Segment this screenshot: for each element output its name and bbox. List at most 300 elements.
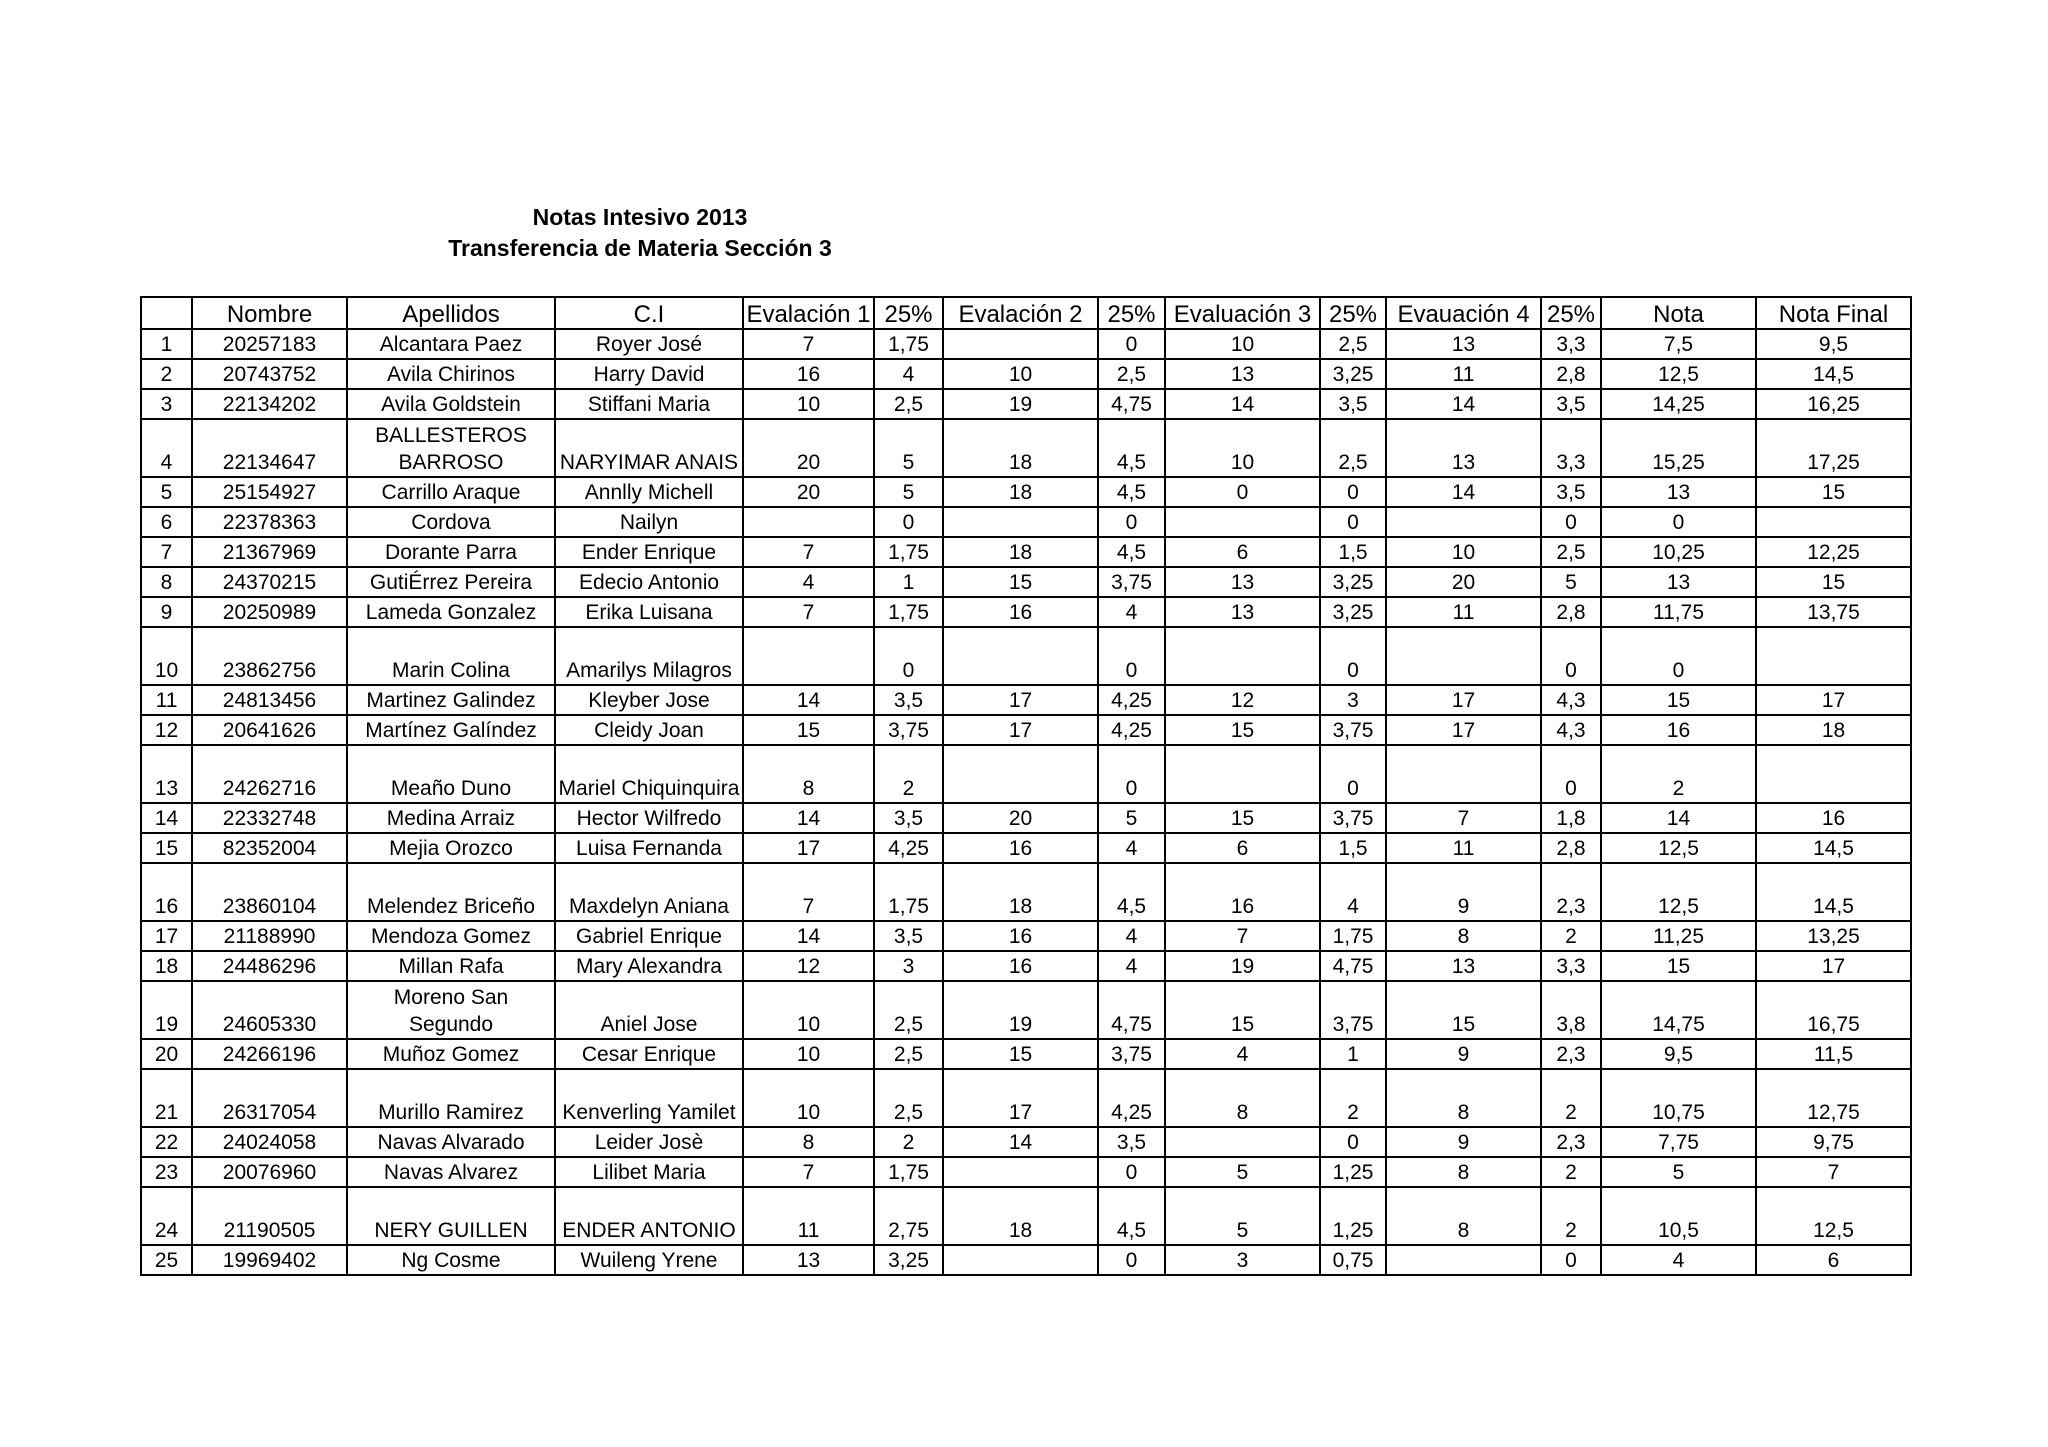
cell-ci: ENDER ANTONIO xyxy=(555,1187,743,1245)
cell-evaluacion-3: 13 xyxy=(1165,597,1320,627)
cell-nombre: 22332748 xyxy=(192,803,347,833)
cell-pct-1: 3 xyxy=(874,951,943,981)
cell-evaluacion-3: 5 xyxy=(1165,1157,1320,1187)
cell-evaluacion-4: 15 xyxy=(1386,981,1541,1039)
cell-pct-3: 1,25 xyxy=(1320,1187,1386,1245)
table-row xyxy=(141,803,1911,833)
cell-nombre: 21188990 xyxy=(192,921,347,951)
cell-nota: 0 xyxy=(1601,627,1756,685)
cell-pct-1: 3,25 xyxy=(874,1245,943,1275)
cell-pct-1: 4 xyxy=(874,359,943,389)
cell-evaluacion-1: 10 xyxy=(743,1069,874,1127)
cell-pct-1: 5 xyxy=(874,419,943,477)
table-row xyxy=(141,329,1911,359)
cell-nota: 10,5 xyxy=(1601,1187,1756,1245)
cell-nota-final: 15 xyxy=(1756,567,1911,597)
cell-evaluacion-4 xyxy=(1386,745,1541,803)
cell-row-number: 11 xyxy=(141,685,192,715)
cell-nota-final: 7 xyxy=(1756,1157,1911,1187)
cell-evaluacion-4: 13 xyxy=(1386,329,1541,359)
cell-pct-3: 1,5 xyxy=(1320,833,1386,863)
cell-ci: Ender Enrique xyxy=(555,537,743,567)
cell-pct-3: 1 xyxy=(1320,1039,1386,1069)
cell-pct-2: 4,5 xyxy=(1098,863,1165,921)
cell-pct-2: 0 xyxy=(1098,1157,1165,1187)
table-row xyxy=(141,833,1911,863)
table-row xyxy=(141,507,1911,537)
cell-pct-1: 2 xyxy=(874,1127,943,1157)
cell-pct-1: 2,5 xyxy=(874,981,943,1039)
cell-evaluacion-1: 10 xyxy=(743,389,874,419)
cell-nota: 12,5 xyxy=(1601,359,1756,389)
cell-pct-2: 4 xyxy=(1098,833,1165,863)
cell-nombre: 24486296 xyxy=(192,951,347,981)
cell-row-number: 16 xyxy=(141,863,192,921)
table-row xyxy=(141,359,1911,389)
cell-apellidos: Melendez Briceño xyxy=(347,863,555,921)
cell-ci: Kenverling Yamilet xyxy=(555,1069,743,1127)
table-row xyxy=(141,419,1911,477)
cell-pct-1: 1,75 xyxy=(874,537,943,567)
cell-evaluacion-4: 13 xyxy=(1386,419,1541,477)
cell-evaluacion-3: 14 xyxy=(1165,389,1320,419)
cell-nota-final xyxy=(1756,745,1911,803)
cell-apellidos: Mendoza Gomez xyxy=(347,921,555,951)
cell-pct-2: 3,75 xyxy=(1098,567,1165,597)
cell-evaluacion-2 xyxy=(943,745,1098,803)
cell-nombre: 20076960 xyxy=(192,1157,347,1187)
cell-evaluacion-2 xyxy=(943,1245,1098,1275)
cell-nota-final: 11,5 xyxy=(1756,1039,1911,1069)
cell-evaluacion-4: 14 xyxy=(1386,389,1541,419)
cell-pct-1: 1 xyxy=(874,567,943,597)
cell-evaluacion-2: 16 xyxy=(943,951,1098,981)
table-row xyxy=(141,1039,1911,1069)
cell-evaluacion-4: 11 xyxy=(1386,359,1541,389)
cell-pct-2: 4,5 xyxy=(1098,537,1165,567)
cell-ci: Annlly Michell xyxy=(555,477,743,507)
cell-evaluacion-1: 14 xyxy=(743,803,874,833)
cell-evaluacion-4 xyxy=(1386,1245,1541,1275)
cell-nota-final: 18 xyxy=(1756,715,1911,745)
cell-ci: Edecio Antonio xyxy=(555,567,743,597)
cell-pct-1: 3,75 xyxy=(874,715,943,745)
cell-pct-4: 3,8 xyxy=(1541,981,1601,1039)
cell-apellidos: Murillo Ramirez xyxy=(347,1069,555,1127)
cell-pct-4: 3,3 xyxy=(1541,419,1601,477)
cell-evaluacion-4: 13 xyxy=(1386,951,1541,981)
cell-nombre: 24024058 xyxy=(192,1127,347,1157)
table-row xyxy=(141,537,1911,567)
cell-evaluacion-3: 8 xyxy=(1165,1069,1320,1127)
cell-pct-4: 3,3 xyxy=(1541,329,1601,359)
cell-evaluacion-2: 18 xyxy=(943,1187,1098,1245)
cell-ci: Leider Josè xyxy=(555,1127,743,1157)
cell-pct-4: 2 xyxy=(1541,921,1601,951)
cell-nombre: 21190505 xyxy=(192,1187,347,1245)
cell-apellidos: Alcantara Paez xyxy=(347,329,555,359)
cell-pct-2: 0 xyxy=(1098,329,1165,359)
cell-pct-2: 4,5 xyxy=(1098,419,1165,477)
cell-evaluacion-1: 10 xyxy=(743,981,874,1039)
cell-nombre: 23860104 xyxy=(192,863,347,921)
cell-pct-3: 1,5 xyxy=(1320,537,1386,567)
cell-nota-final: 12,75 xyxy=(1756,1069,1911,1127)
cell-pct-3: 3,5 xyxy=(1320,389,1386,419)
cell-nota-final: 13,75 xyxy=(1756,597,1911,627)
cell-pct-2: 4,75 xyxy=(1098,981,1165,1039)
header-cell-pct-1: 25% xyxy=(874,297,943,329)
cell-evaluacion-4 xyxy=(1386,507,1541,537)
cell-evaluacion-2: 16 xyxy=(943,921,1098,951)
cell-apellidos: Carrillo Araque xyxy=(347,477,555,507)
cell-nota-final: 14,5 xyxy=(1756,863,1911,921)
table-row xyxy=(141,1157,1911,1187)
cell-pct-3: 1,25 xyxy=(1320,1157,1386,1187)
cell-evaluacion-3: 7 xyxy=(1165,921,1320,951)
cell-row-number: 19 xyxy=(141,981,192,1039)
cell-evaluacion-2: 10 xyxy=(943,359,1098,389)
cell-pct-3: 2,5 xyxy=(1320,419,1386,477)
table-row xyxy=(141,1127,1911,1157)
cell-evaluacion-3: 15 xyxy=(1165,715,1320,745)
cell-evaluacion-4: 9 xyxy=(1386,1039,1541,1069)
cell-evaluacion-1: 7 xyxy=(743,597,874,627)
cell-row-number: 13 xyxy=(141,745,192,803)
cell-evaluacion-3: 16 xyxy=(1165,863,1320,921)
cell-evaluacion-1: 8 xyxy=(743,745,874,803)
cell-evaluacion-3: 5 xyxy=(1165,1187,1320,1245)
cell-row-number: 18 xyxy=(141,951,192,981)
header-cell-nombre: Nombre xyxy=(192,297,347,329)
table-row xyxy=(141,1245,1911,1275)
cell-pct-1: 1,75 xyxy=(874,1157,943,1187)
cell-evaluacion-1: 20 xyxy=(743,477,874,507)
cell-pct-4: 5 xyxy=(1541,567,1601,597)
cell-nota: 5 xyxy=(1601,1157,1756,1187)
cell-nota-final: 14,5 xyxy=(1756,833,1911,863)
cell-evaluacion-4: 14 xyxy=(1386,477,1541,507)
cell-nota: 15 xyxy=(1601,951,1756,981)
header-cell-row-number xyxy=(141,297,192,329)
cell-evaluacion-4: 8 xyxy=(1386,1069,1541,1127)
table-header-row xyxy=(141,297,1911,329)
table-row xyxy=(141,685,1911,715)
cell-evaluacion-2: 17 xyxy=(943,715,1098,745)
cell-nota: 10,75 xyxy=(1601,1069,1756,1127)
cell-nota: 15,25 xyxy=(1601,419,1756,477)
cell-ci: Gabriel Enrique xyxy=(555,921,743,951)
cell-apellidos: GutiÉrrez Pereira xyxy=(347,567,555,597)
cell-pct-3: 0 xyxy=(1320,507,1386,537)
cell-row-number: 8 xyxy=(141,567,192,597)
cell-pct-3: 2 xyxy=(1320,1069,1386,1127)
cell-evaluacion-1: 7 xyxy=(743,537,874,567)
cell-pct-1: 0 xyxy=(874,507,943,537)
header-cell-pct-4: 25% xyxy=(1541,297,1601,329)
cell-nombre: 22378363 xyxy=(192,507,347,537)
header-cell-apellidos: Apellidos xyxy=(347,297,555,329)
cell-evaluacion-2: 14 xyxy=(943,1127,1098,1157)
cell-apellidos: Martínez Galíndez xyxy=(347,715,555,745)
cell-nota: 4 xyxy=(1601,1245,1756,1275)
cell-evaluacion-3: 6 xyxy=(1165,537,1320,567)
header-cell-evaluacion-3: Evaluación 3 xyxy=(1165,297,1320,329)
cell-pct-4: 2,3 xyxy=(1541,863,1601,921)
cell-evaluacion-1: 10 xyxy=(743,1039,874,1069)
cell-nota: 13 xyxy=(1601,567,1756,597)
cell-nota-final: 17 xyxy=(1756,951,1911,981)
cell-pct-4: 4,3 xyxy=(1541,685,1601,715)
cell-row-number: 2 xyxy=(141,359,192,389)
cell-evaluacion-1: 11 xyxy=(743,1187,874,1245)
cell-pct-3: 1,75 xyxy=(1320,921,1386,951)
cell-row-number: 24 xyxy=(141,1187,192,1245)
cell-pct-2: 4,75 xyxy=(1098,389,1165,419)
cell-row-number: 9 xyxy=(141,597,192,627)
cell-ci: Aniel Jose xyxy=(555,981,743,1039)
cell-apellidos: Ng Cosme xyxy=(347,1245,555,1275)
table-row xyxy=(141,1069,1911,1127)
cell-nota: 11,25 xyxy=(1601,921,1756,951)
cell-apellidos: Dorante Parra xyxy=(347,537,555,567)
cell-pct-2: 5 xyxy=(1098,803,1165,833)
cell-row-number: 15 xyxy=(141,833,192,863)
cell-evaluacion-1: 17 xyxy=(743,833,874,863)
cell-evaluacion-3: 0 xyxy=(1165,477,1320,507)
cell-evaluacion-2 xyxy=(943,627,1098,685)
cell-evaluacion-2: 16 xyxy=(943,597,1098,627)
cell-pct-4: 3,5 xyxy=(1541,389,1601,419)
header-cell-nota-final: Nota Final xyxy=(1756,297,1911,329)
cell-pct-1: 2,5 xyxy=(874,1069,943,1127)
header-cell-pct-3: 25% xyxy=(1320,297,1386,329)
cell-apellidos: Avila Chirinos xyxy=(347,359,555,389)
cell-pct-4: 2 xyxy=(1541,1187,1601,1245)
cell-evaluacion-2: 15 xyxy=(943,1039,1098,1069)
cell-evaluacion-3 xyxy=(1165,1127,1320,1157)
cell-pct-2: 0 xyxy=(1098,1245,1165,1275)
cell-nota: 11,75 xyxy=(1601,597,1756,627)
cell-evaluacion-1: 8 xyxy=(743,1127,874,1157)
cell-ci: Wuileng Yrene xyxy=(555,1245,743,1275)
cell-apellidos: Lameda Gonzalez xyxy=(347,597,555,627)
cell-ci: Erika Luisana xyxy=(555,597,743,627)
cell-evaluacion-2: 18 xyxy=(943,537,1098,567)
cell-row-number: 4 xyxy=(141,419,192,477)
cell-nota: 7,75 xyxy=(1601,1127,1756,1157)
cell-nombre: 23862756 xyxy=(192,627,347,685)
cell-nota: 10,25 xyxy=(1601,537,1756,567)
cell-evaluacion-3 xyxy=(1165,507,1320,537)
cell-nota-final: 17,25 xyxy=(1756,419,1911,477)
cell-apellidos: Moreno San Segundo xyxy=(347,981,555,1039)
cell-evaluacion-4: 8 xyxy=(1386,921,1541,951)
table-row xyxy=(141,1187,1911,1245)
cell-pct-2: 4,5 xyxy=(1098,1187,1165,1245)
cell-pct-2: 0 xyxy=(1098,507,1165,537)
cell-ci: Cleidy Joan xyxy=(555,715,743,745)
cell-pct-4: 2 xyxy=(1541,1069,1601,1127)
cell-pct-3: 3,75 xyxy=(1320,981,1386,1039)
cell-pct-2: 4 xyxy=(1098,921,1165,951)
cell-ci: Hector Wilfredo xyxy=(555,803,743,833)
cell-evaluacion-3: 6 xyxy=(1165,833,1320,863)
cell-row-number: 7 xyxy=(141,537,192,567)
cell-evaluacion-3: 19 xyxy=(1165,951,1320,981)
cell-row-number: 23 xyxy=(141,1157,192,1187)
cell-ci: NARYIMAR ANAIS xyxy=(555,419,743,477)
cell-evaluacion-3: 15 xyxy=(1165,803,1320,833)
cell-evaluacion-1: 7 xyxy=(743,863,874,921)
cell-pct-4: 0 xyxy=(1541,507,1601,537)
cell-row-number: 17 xyxy=(141,921,192,951)
cell-nota-final: 15 xyxy=(1756,477,1911,507)
cell-row-number: 12 xyxy=(141,715,192,745)
cell-pct-1: 1,75 xyxy=(874,863,943,921)
cell-pct-1: 2 xyxy=(874,745,943,803)
cell-pct-3: 2,5 xyxy=(1320,329,1386,359)
cell-pct-4: 3,3 xyxy=(1541,951,1601,981)
cell-evaluacion-4: 17 xyxy=(1386,685,1541,715)
cell-pct-3: 0 xyxy=(1320,745,1386,803)
table-row xyxy=(141,951,1911,981)
cell-row-number: 25 xyxy=(141,1245,192,1275)
header-cell-evaluacion-1: Evalación 1 xyxy=(743,297,874,329)
cell-apellidos: Millan Rafa xyxy=(347,951,555,981)
cell-pct-3: 3,75 xyxy=(1320,803,1386,833)
cell-pct-2: 0 xyxy=(1098,745,1165,803)
cell-nombre: 20641626 xyxy=(192,715,347,745)
cell-evaluacion-1: 4 xyxy=(743,567,874,597)
cell-nota: 13 xyxy=(1601,477,1756,507)
table-row xyxy=(141,921,1911,951)
cell-pct-2: 4 xyxy=(1098,951,1165,981)
cell-pct-1: 4,25 xyxy=(874,833,943,863)
cell-nombre: 21367969 xyxy=(192,537,347,567)
cell-evaluacion-4 xyxy=(1386,627,1541,685)
header-cell-pct-2: 25% xyxy=(1098,297,1165,329)
cell-evaluacion-2 xyxy=(943,507,1098,537)
cell-apellidos: Muñoz Gomez xyxy=(347,1039,555,1069)
cell-nota-final: 16,25 xyxy=(1756,389,1911,419)
cell-nombre: 26317054 xyxy=(192,1069,347,1127)
cell-evaluacion-2 xyxy=(943,329,1098,359)
cell-ci: Lilibet Maria xyxy=(555,1157,743,1187)
cell-pct-3: 0 xyxy=(1320,627,1386,685)
cell-evaluacion-3: 15 xyxy=(1165,981,1320,1039)
cell-pct-4: 2,8 xyxy=(1541,597,1601,627)
cell-pct-3: 3,25 xyxy=(1320,567,1386,597)
cell-apellidos: Mejia Orozco xyxy=(347,833,555,863)
cell-pct-3: 0,75 xyxy=(1320,1245,1386,1275)
cell-evaluacion-4: 7 xyxy=(1386,803,1541,833)
cell-evaluacion-2: 20 xyxy=(943,803,1098,833)
cell-evaluacion-4: 9 xyxy=(1386,1127,1541,1157)
cell-pct-1: 3,5 xyxy=(874,685,943,715)
cell-nota: 14 xyxy=(1601,803,1756,833)
cell-pct-3: 4 xyxy=(1320,863,1386,921)
cell-nota: 14,75 xyxy=(1601,981,1756,1039)
cell-ci: Royer José xyxy=(555,329,743,359)
cell-pct-2: 4,5 xyxy=(1098,477,1165,507)
cell-evaluacion-3: 12 xyxy=(1165,685,1320,715)
cell-pct-1: 3,5 xyxy=(874,803,943,833)
cell-nota-final: 16 xyxy=(1756,803,1911,833)
cell-nota-final: 6 xyxy=(1756,1245,1911,1275)
cell-pct-4: 2,8 xyxy=(1541,359,1601,389)
cell-pct-4: 0 xyxy=(1541,745,1601,803)
cell-nombre: 24605330 xyxy=(192,981,347,1039)
cell-pct-4: 2,5 xyxy=(1541,537,1601,567)
title-line-1: Notas Intesivo 2013 xyxy=(532,204,748,230)
cell-nombre: 24262716 xyxy=(192,745,347,803)
cell-nota-final: 12,5 xyxy=(1756,1187,1911,1245)
cell-evaluacion-3 xyxy=(1165,627,1320,685)
cell-pct-3: 4,75 xyxy=(1320,951,1386,981)
table-row xyxy=(141,597,1911,627)
cell-ci: Mary Alexandra xyxy=(555,951,743,981)
cell-evaluacion-2: 18 xyxy=(943,419,1098,477)
cell-pct-1: 2,75 xyxy=(874,1187,943,1245)
cell-evaluacion-2: 16 xyxy=(943,833,1098,863)
cell-pct-4: 2 xyxy=(1541,1157,1601,1187)
table-row xyxy=(141,745,1911,803)
header-cell-nota: Nota xyxy=(1601,297,1756,329)
cell-nota-final: 14,5 xyxy=(1756,359,1911,389)
cell-nombre: 24370215 xyxy=(192,567,347,597)
cell-nombre: 82352004 xyxy=(192,833,347,863)
cell-row-number: 10 xyxy=(141,627,192,685)
cell-apellidos: Avila Goldstein xyxy=(347,389,555,419)
cell-pct-2: 2,5 xyxy=(1098,359,1165,389)
cell-evaluacion-1: 13 xyxy=(743,1245,874,1275)
cell-pct-3: 0 xyxy=(1320,477,1386,507)
cell-nota: 7,5 xyxy=(1601,329,1756,359)
cell-evaluacion-1: 12 xyxy=(743,951,874,981)
cell-nota: 0 xyxy=(1601,507,1756,537)
cell-ci: Kleyber Jose xyxy=(555,685,743,715)
cell-evaluacion-2: 19 xyxy=(943,389,1098,419)
cell-apellidos: Cordova xyxy=(347,507,555,537)
cell-evaluacion-4: 9 xyxy=(1386,863,1541,921)
cell-evaluacion-2: 18 xyxy=(943,477,1098,507)
cell-pct-4: 2,3 xyxy=(1541,1127,1601,1157)
table-row xyxy=(141,863,1911,921)
cell-row-number: 21 xyxy=(141,1069,192,1127)
cell-apellidos: Medina Arraiz xyxy=(347,803,555,833)
cell-pct-3: 3 xyxy=(1320,685,1386,715)
cell-ci: Nailyn xyxy=(555,507,743,537)
cell-nombre: 20257183 xyxy=(192,329,347,359)
cell-pct-1: 3,5 xyxy=(874,921,943,951)
cell-evaluacion-1: 16 xyxy=(743,359,874,389)
cell-evaluacion-2: 17 xyxy=(943,1069,1098,1127)
table-row xyxy=(141,389,1911,419)
cell-apellidos: NERY GUILLEN xyxy=(347,1187,555,1245)
cell-pct-4: 1,8 xyxy=(1541,803,1601,833)
cell-evaluacion-3: 13 xyxy=(1165,359,1320,389)
cell-apellidos: Navas Alvarado xyxy=(347,1127,555,1157)
header-cell-evaluacion-2: Evalación 2 xyxy=(943,297,1098,329)
cell-apellidos: Navas Alvarez xyxy=(347,1157,555,1187)
cell-nota: 9,5 xyxy=(1601,1039,1756,1069)
cell-nota: 15 xyxy=(1601,685,1756,715)
cell-pct-3: 0 xyxy=(1320,1127,1386,1157)
cell-nota: 16 xyxy=(1601,715,1756,745)
cell-evaluacion-2: 17 xyxy=(943,685,1098,715)
cell-nota-final: 13,25 xyxy=(1756,921,1911,951)
